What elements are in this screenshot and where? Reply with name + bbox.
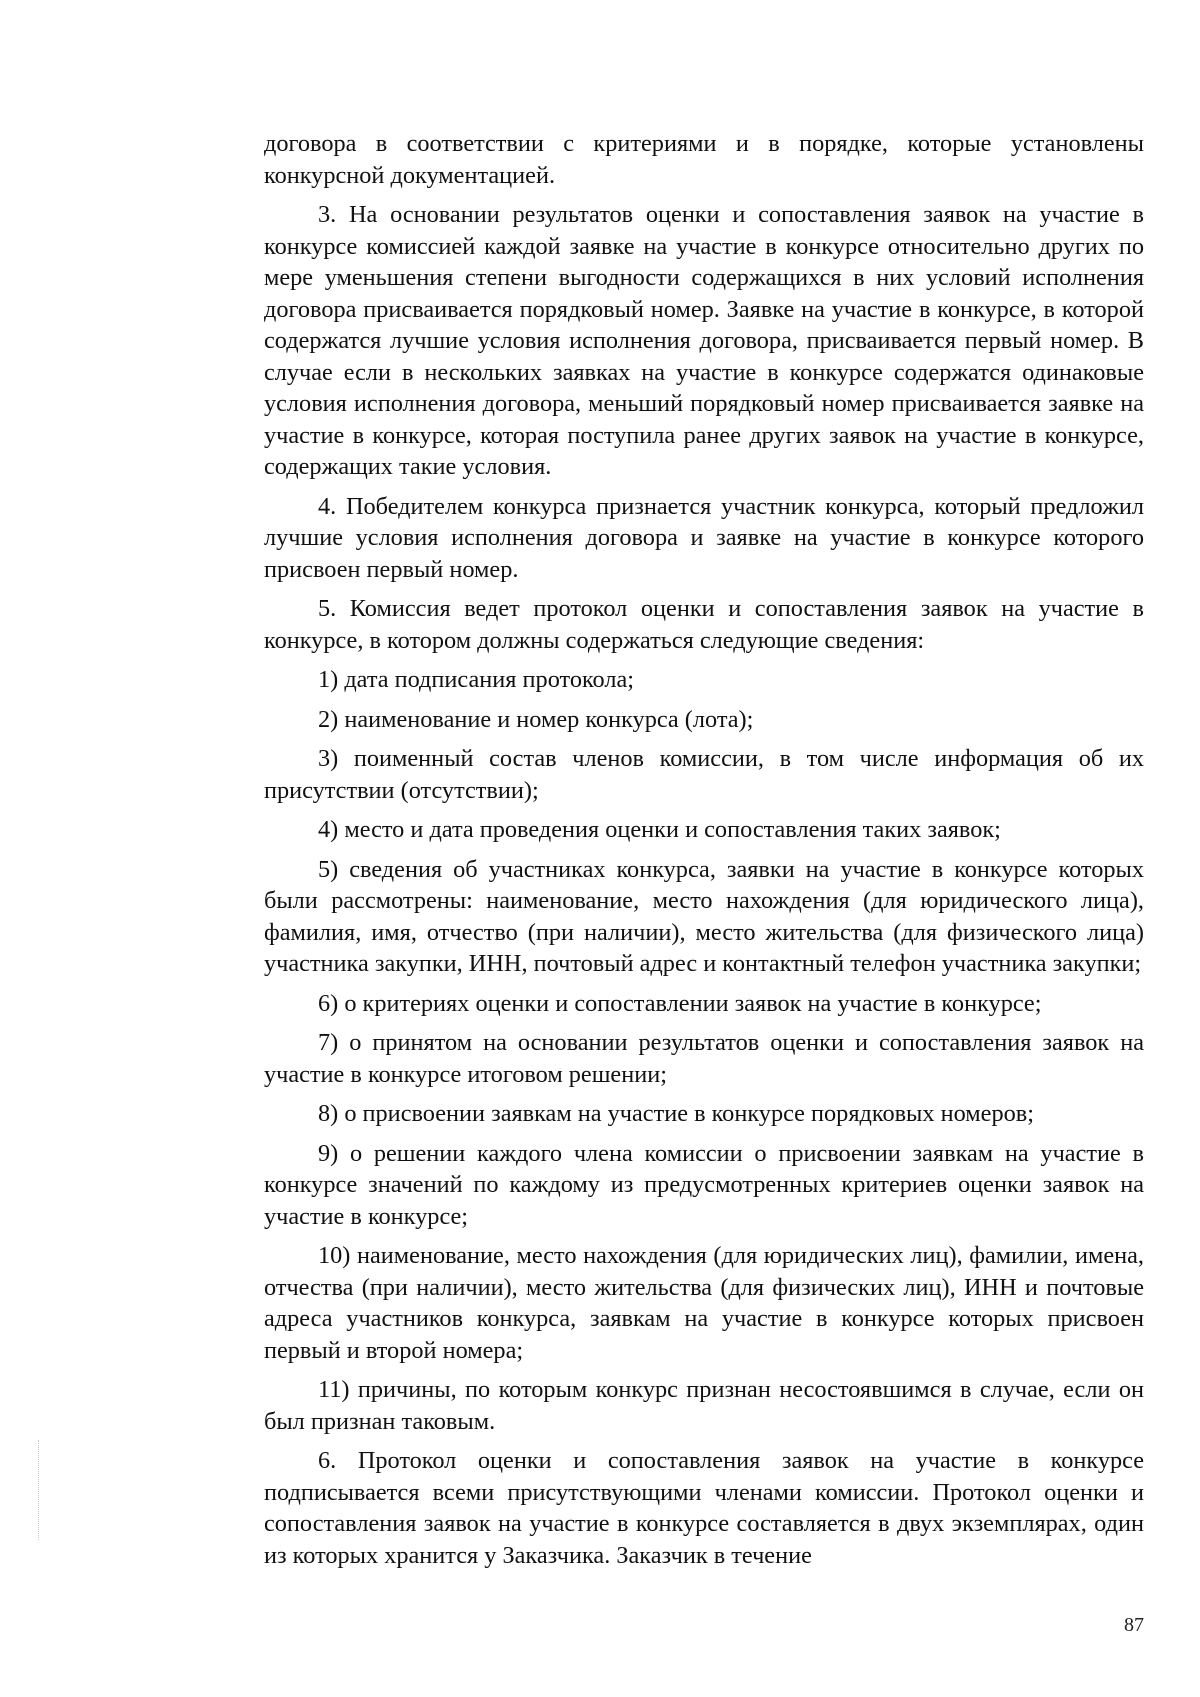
page-number: 87 [1124, 1614, 1144, 1636]
list-item-2: 2) наименование и номер конкурса (лота); [318, 705, 754, 733]
list-item-6: 6) о критериях оценки и сопоставлении заявок на участие в конкурсе; [318, 989, 1042, 1017]
paragraph-clause-6: 6. Протокол оценки и сопоставления заявок на участие в конкурсе подписывается всеми присутствующими членами комиссии. Протокол оценки и сопоставления заявок на участие в конкурсе составляется в двух экземплярах, один из которых хранится у Заказчика. Заказчик в течение [264, 1447, 1144, 1569]
scan-artifact [38, 1440, 43, 1540]
paragraph-clause-3: 3. На основании результатов оценки и сопоставления заявок на участие в конкурсе комиссией каждой заявке на участие в конкурсе относительно других по мере уменьшения степени выгодности содержащихся в них условий исполнения договора присваивается порядковый номер. Заявке на участие в конкурсе, в которой содержатся лучшие условия исполнения договора, присваивается первый номер. В случае если в нескольких заявках на участие в конкурсе содержатся одинаковые условия исполнения договора, меньший порядковый номер присваивается заявке на участие в конкурсе, которая поступила ранее других заявок на участие в конкурсе, содержащих такие условия. [264, 201, 1144, 480]
list-item-5: 5) сведения об участниках конкурса, заявки на участие в конкурсе которых были рассмотрены: наименование, место нахождения (для юридического лица), фамилия, имя, отчество (при наличии), место жительства (для физического лица) участника закупки, ИНН, почтовый адрес и контактный телефон участника закупки; [264, 855, 1144, 977]
list-item-8: 8) о присвоении заявкам на участие в конкурсе порядковых номеров; [318, 1100, 1034, 1127]
list-item-11: 11) причины, по которым конкурс признан несостоявшимся в случае, если он был признан таковым. [264, 1376, 1144, 1435]
list-item-9: 9) о решении каждого члена комиссии о присвоении заявкам на участие в конкурсе значений по каждому из предусмотренных критериев оценки заявок на участие в конкурсе; [264, 1139, 1144, 1230]
list-item-3: 3) поименный состав членов комиссии, в том числе информация об их присутствии (отсутствии); [264, 745, 1144, 804]
paragraph-clause-5: 5. Комиссия ведет протокол оценки и сопоставления заявок на участие в конкурсе, в котором должны содержаться следующие сведения: [264, 595, 1144, 654]
list-item-10: 10) наименование, место нахождения (для юридических лиц), фамилии, имена, отчества (при наличии), место жительства (для физических лиц), ИНН и почтовые адреса участников конкурса, заявкам на участие в конкурсе которых присвоен первый и второй номера; [264, 1242, 1144, 1364]
list-item-4: 4) место и дата проведения оценки и сопоставления таких заявок; [318, 816, 1001, 843]
list-item-7: 7) о принятом на основании результатов оценки и сопоставления заявок на участие в конкурсе итоговом решении; [264, 1029, 1144, 1088]
paragraph-clause-4: 4. Победителем конкурса признается участник конкурса, который предложил лучшие условия исполнения договора и заявке на участие в конкурсе которого присвоен первый номер. [264, 492, 1144, 583]
paragraph-continuation: договора в соответствии с критериями и в порядке, которые установлены конкурсной документацией. [264, 130, 1144, 189]
document-body [264, 128, 1144, 1579]
list-item-1: 1) дата подписания протокола; [318, 666, 635, 693]
